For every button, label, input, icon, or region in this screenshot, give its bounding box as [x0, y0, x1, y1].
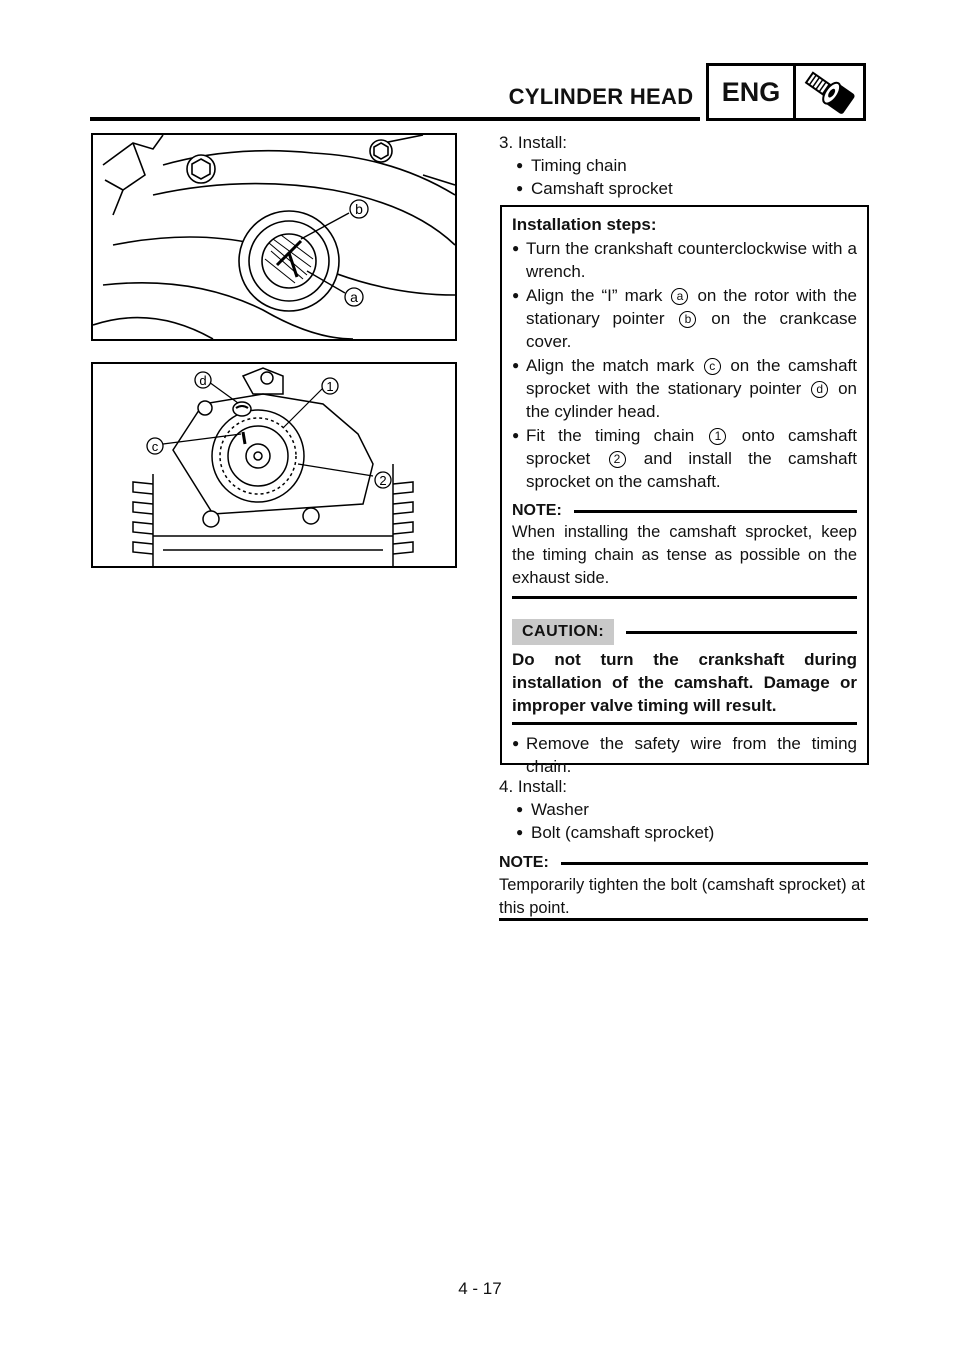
- list-item: ● Fit the timing chain 1 onto camshaft sprocket 2 and install the camshaft sprocket on the camshaft.: [512, 426, 857, 491]
- bullet-icon: ●: [516, 802, 524, 816]
- note-heading: NOTE:: [512, 502, 857, 520]
- figure-camshaft-sprocket: [91, 362, 457, 568]
- ref-marker: b: [679, 311, 696, 328]
- step-4-label: 4. Install:: [499, 777, 568, 796]
- caution-text: Do not turn the crankshaft during installation of the camshaft. Damage or improper valve timing will result.: [512, 650, 857, 715]
- caution-heading: CAUTION:: [512, 619, 857, 645]
- note-rule: [499, 918, 868, 921]
- caution-rule: [512, 722, 857, 725]
- label-d: d: [199, 373, 207, 388]
- section-title: CYLINDER HEAD: [508, 84, 694, 109]
- bullet-icon: ●: [512, 358, 520, 372]
- bullet-icon: ●: [516, 158, 524, 172]
- list-item: ● Align the match mark c on the camshaft sprocket with the stationary pointer d on the cylinder head.: [512, 356, 858, 421]
- ref-marker: 2: [609, 451, 626, 468]
- section-badge: [706, 63, 866, 121]
- list-item: ● Remove the safety wire from the timing chain.: [512, 734, 857, 776]
- ref-marker: c: [704, 358, 721, 375]
- label-c: c: [151, 439, 159, 454]
- header-rule: [90, 117, 700, 121]
- label-a: a: [350, 289, 358, 305]
- list-item: ● Align the “I” mark a on the rotor with the stationary pointer b on the crankcase cover.: [512, 286, 857, 351]
- ref-marker: d: [811, 381, 828, 398]
- figure-rotor-mark: [91, 133, 457, 341]
- bullet-icon: ●: [512, 288, 520, 302]
- eng-label: ENG: [709, 66, 796, 118]
- note-text: Temporarily tighten the bolt (camshaft sprocket) at this point.: [499, 876, 865, 917]
- list-item: ● Timing chain: [516, 156, 627, 175]
- engine-bolt-icon: [796, 66, 863, 118]
- bullet-icon: ●: [512, 736, 520, 750]
- bullet-icon: ●: [512, 428, 520, 442]
- list-item: ● Turn the crankshaft counterclockwise with a wrench.: [512, 239, 857, 281]
- list-item: ● Washer: [516, 800, 589, 819]
- label-1: 1: [326, 379, 334, 394]
- step-3-label: 3. Install:: [499, 133, 568, 152]
- installation-heading: Installation steps:: [512, 215, 657, 234]
- label-2: 2: [379, 473, 387, 488]
- note-heading: NOTE:: [499, 854, 868, 872]
- ref-marker: 1: [709, 428, 726, 445]
- bullet-icon: ●: [516, 825, 524, 839]
- note-rule: [512, 596, 857, 599]
- note-text: When installing the camshaft sprocket, keep the timing chain as tense as possible on the exhaust side.: [512, 523, 857, 587]
- page-number: 4 - 17: [458, 1279, 502, 1298]
- list-item: ● Bolt (camshaft sprocket): [516, 823, 715, 842]
- label-b: b: [355, 201, 363, 217]
- bullet-icon: ●: [512, 241, 520, 255]
- installation-steps-box: [500, 205, 869, 776]
- bullet-icon: ●: [516, 181, 524, 195]
- list-item: ● Camshaft sprocket: [516, 179, 673, 198]
- ref-marker: a: [671, 288, 688, 305]
